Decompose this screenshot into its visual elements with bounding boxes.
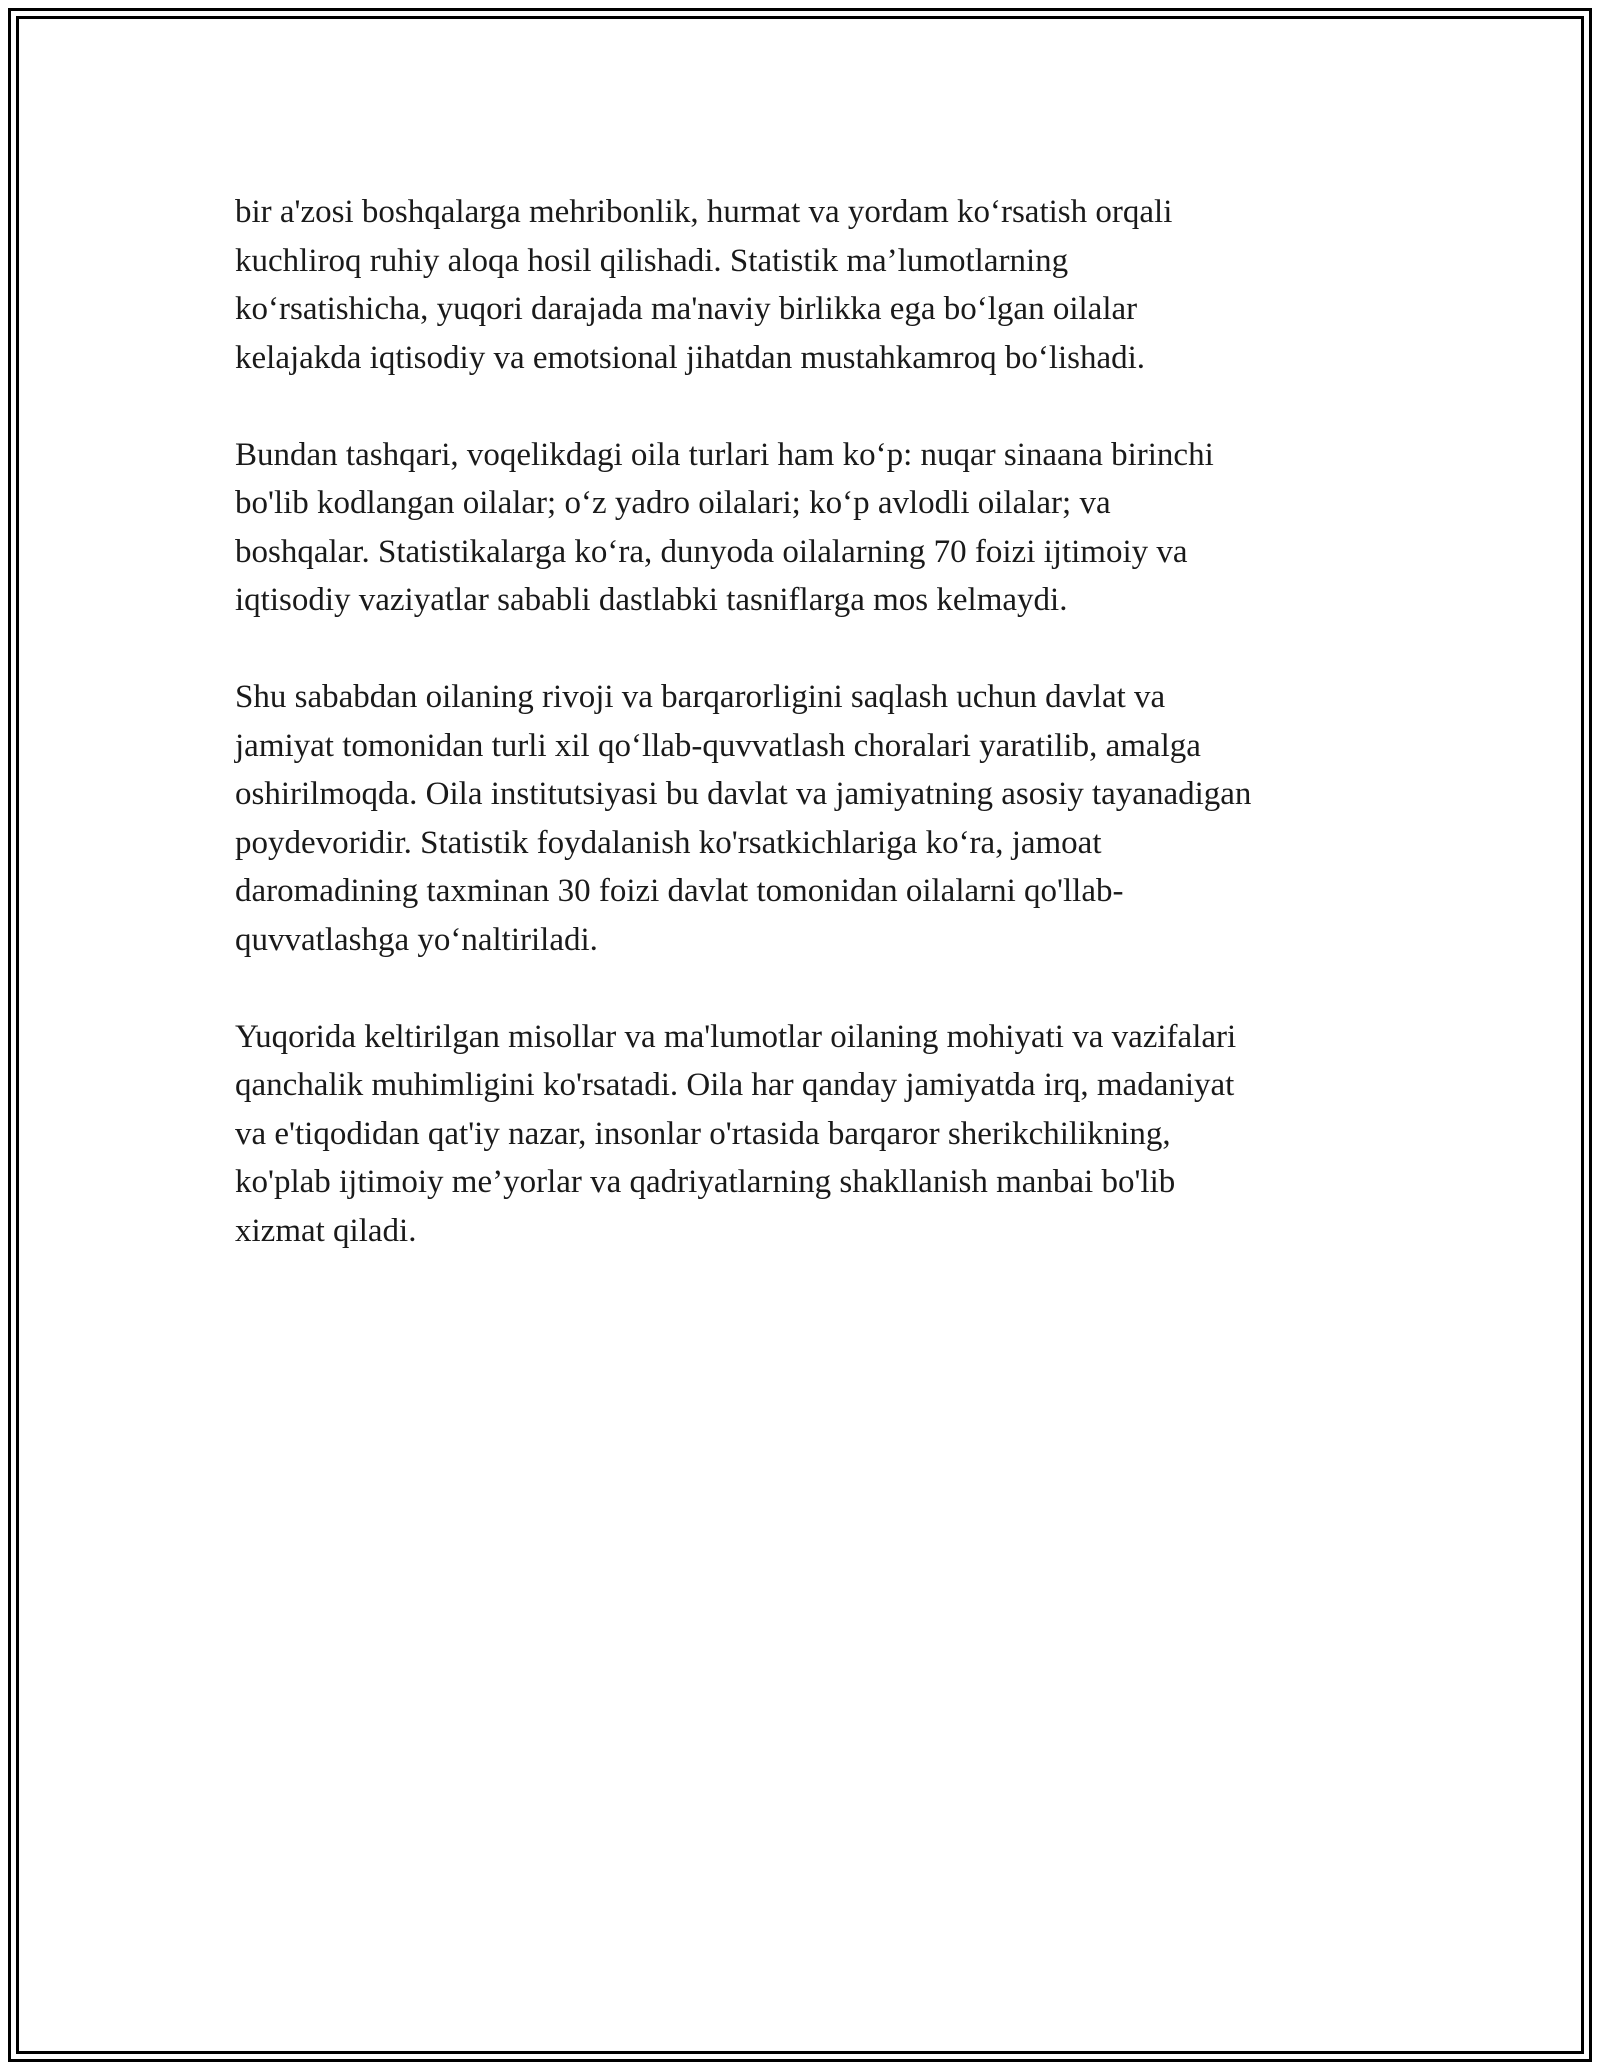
paragraph-3 <box>235 673 1365 964</box>
text-line: Yuqorida keltirilgan misollar va ma'lumotlar oilaning mohiyati va vazifalari <box>235 1018 1237 1055</box>
text-line: iqtisodiy vaziyatlar sababli dastlabki tasniflarga mos kelmaydi. <box>235 582 1068 618</box>
text-line: quvvatlashga yo‘naltiriladi. <box>235 921 598 958</box>
text-line: Bundan tashqari, voqelikdagi oila turlari ham ko‘p: nuqar sinaana birinchi <box>235 436 1214 473</box>
text-line: xizmat qiladi. <box>235 1212 417 1249</box>
text-line: boshqalar. Statistikalarga ko‘ra, dunyoda oilalarning 70 foizi ijtimoiy va <box>235 533 1188 570</box>
text-line: bo'lib kodlangan oilalar; o‘z yadro oilalari; ko‘p avlodli oilalar; va <box>235 485 1111 521</box>
text-line: qanchalik muhimligini ko'rsatadi. Oila har qanday jamiyatda irq, madaniyat <box>235 1067 1235 1103</box>
text-line: Shu sababdan oilaning rivoji va barqarorligini saqlash uchun davlat va <box>235 679 1166 715</box>
text-line: jamiyat tomonidan turli xil qo‘llab-quvvatlash choralari yaratilib, amalga <box>235 727 1201 764</box>
paragraph-4 <box>235 1013 1365 1256</box>
text-line: va e'tiqodidan qat'iy nazar, insonlar o'rtasida barqaror sherikchilikning, <box>235 1115 1171 1152</box>
text-line: bir a'zosi boshqalarga mehribonlik, hurmat va yordam ko‘rsatish orqali <box>235 194 1173 230</box>
paragraph-2 <box>235 431 1365 625</box>
document-body <box>235 188 1365 1304</box>
text-line: ko‘rsatishicha, yuqori darajada ma'naviy birlikka ega bo‘lgan oilalar <box>235 291 1138 327</box>
text-line: kuchliroq ruhiy aloqa hosil qilishadi. Statistik ma’lumotlarning <box>235 242 1069 279</box>
text-line: ko'plab ijtimoiy me’yorlar va qadriyatlarning shakllanish manbai bo'lib <box>235 1164 1176 1200</box>
text-line: kelajakda iqtisodiy va emotsional jihatdan mustahkamroq bo‘lishadi. <box>235 339 1146 376</box>
text-line: oshirilmoqda. Oila institutsiyasi bu davlat va jamiyatning asosiy tayanadigan <box>235 776 1252 812</box>
paragraph-1 <box>235 188 1365 382</box>
text-line: daromadining taxminan 30 foizi davlat tomonidan oilalarni qo'llab- <box>235 873 1124 909</box>
text-line: poydevoridir. Statistik foydalanish ko'rsatkichlariga ko‘ra, jamoat <box>235 824 1102 861</box>
